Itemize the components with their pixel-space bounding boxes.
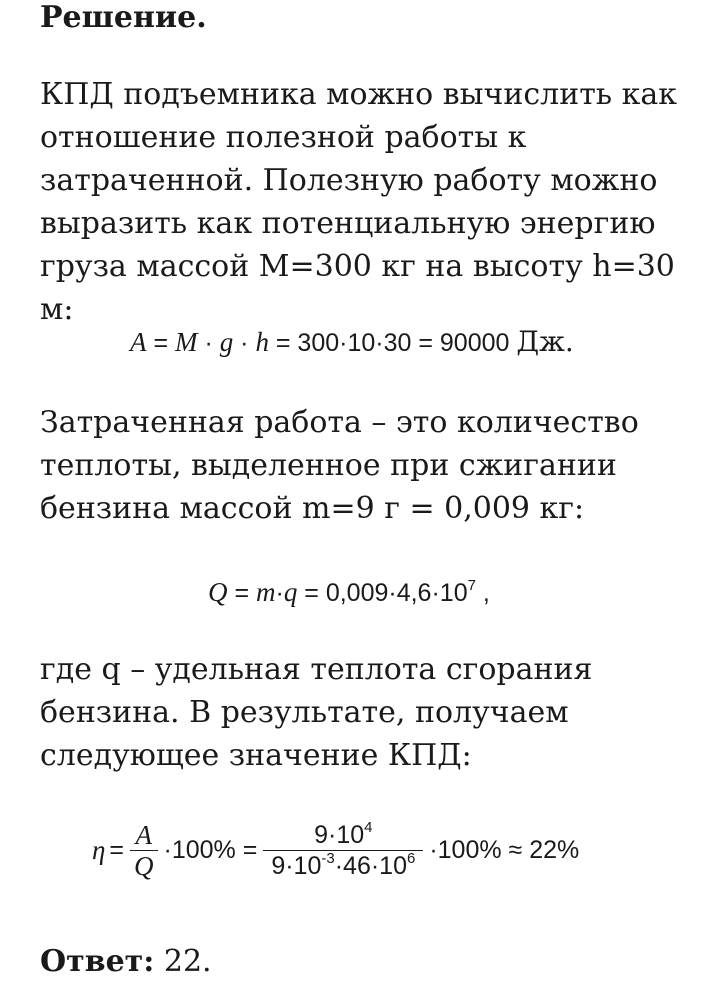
paragraph-efficiency-intro: КПД подъемника можно вычислить как отношение полезной работы к затраченной. Полезную работу можно выразить как потенциальную энергию груза массой M=300 кг на высоту h=30 м: — [40, 77, 678, 327]
formula-efficiency — [90, 820, 581, 881]
formula-gravity-symbol: g — [219, 327, 234, 357]
denominator-exponent-a: -3 — [321, 850, 335, 867]
denominator-part-b: ·46·10 — [334, 852, 407, 880]
formula-specific-heat-symbol: q — [283, 577, 298, 607]
formula-dot: · — [197, 329, 220, 357]
formula-work-unit: Дж. — [516, 325, 574, 358]
formula-equals: = — [146, 329, 175, 357]
formula-heat-calculation: = 0,009·4,6·10 — [297, 579, 468, 607]
fraction-numerator-work: A — [135, 820, 153, 850]
formula-mass-symbol: M — [175, 327, 198, 357]
formula-height-symbol: h — [255, 327, 269, 357]
fraction-numeric — [263, 820, 423, 881]
formula-eta-symbol: η — [92, 835, 106, 865]
formula-equals: = — [227, 579, 256, 607]
denominator-part-a: 9·10 — [271, 852, 322, 880]
answer-line — [40, 942, 212, 982]
fraction-denominator-heat: Q — [134, 851, 154, 881]
fraction-numeric-denominator — [263, 851, 423, 881]
numerator-base: 9·10 — [314, 821, 365, 849]
formula-heat-tail: , — [475, 579, 490, 607]
formula-dot: · — [275, 579, 284, 607]
formula-heat-exponent: 7 — [467, 577, 476, 594]
answer-label: Ответ: — [40, 944, 155, 979]
formula-useful-work — [130, 325, 574, 358]
paragraph-spent-work: Затраченная работа – это количество теплоты, выделенное при сжигании бензина массой m=9 г = 0,009 кг: — [40, 405, 639, 526]
paragraph-result-intro: где q – удельная теплота сгорания бензина. В результате, получаем следующее значение КПД: — [40, 652, 593, 773]
formula-heat — [208, 577, 490, 608]
numerator-exponent: 4 — [364, 819, 373, 836]
formula-fuel-mass-symbol: m — [256, 577, 276, 607]
fraction-numeric-numerator — [306, 820, 380, 850]
answer-value: 22. — [154, 944, 212, 979]
formula-work-calculation: = 300·10·30 = 90000 — [268, 329, 517, 357]
formula-efficiency-result: ·100% ≈ 22% — [429, 836, 580, 864]
formula-equals: = — [109, 836, 125, 864]
formula-heat-symbol: Q — [208, 577, 228, 607]
formula-dot: · — [233, 329, 256, 357]
denominator-exponent-b: 6 — [406, 850, 416, 867]
formula-percent-equals: ·100% = — [163, 836, 258, 864]
fraction-work-over-heat — [130, 820, 158, 881]
formula-work-symbol: A — [130, 327, 147, 357]
solution-heading: Решение. — [40, 0, 207, 35]
